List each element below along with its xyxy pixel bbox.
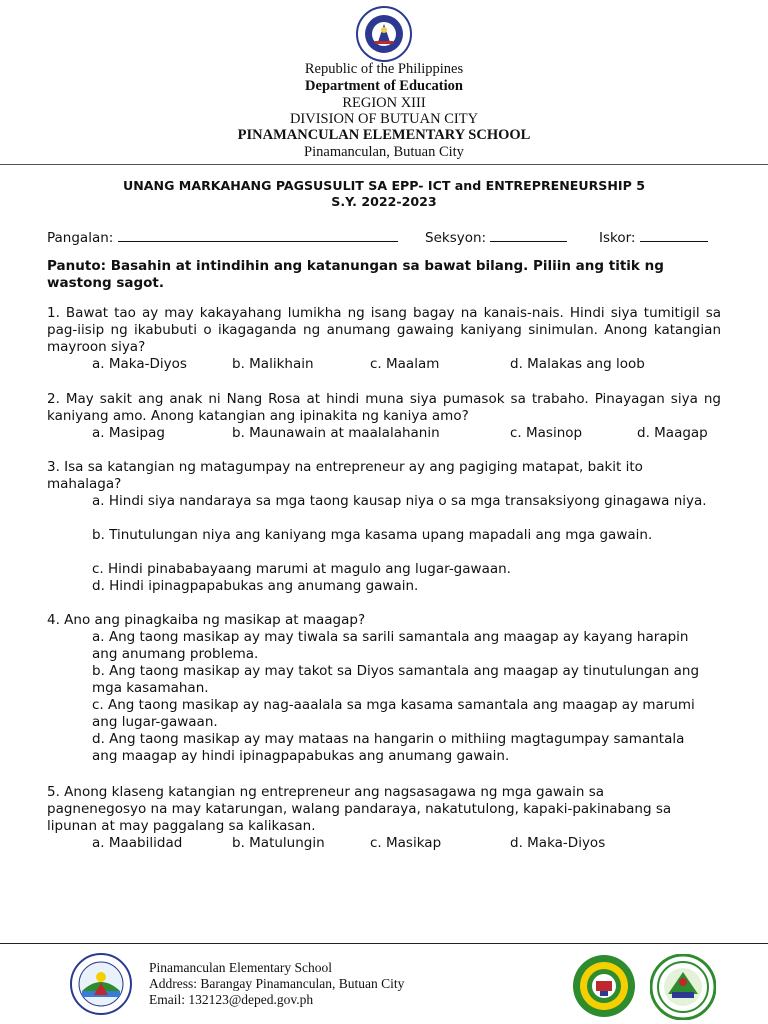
header-division: DIVISION OF BUTUAN CITY — [289, 111, 479, 127]
option-2d[interactable]: d. Maagap — [637, 425, 708, 441]
footer-email[interactable]: Email: 132123@deped.gov.ph — [149, 992, 314, 1007]
option-5c[interactable]: c. Masikap — [370, 835, 442, 851]
header-address: Pinamanculan, Butuan City — [304, 144, 464, 160]
option-2b[interactable]: b. Maunawain at maalalahanin — [232, 425, 440, 441]
question-3: 3. Isa sa katangian ng matagumpay na entrepreneur ay ang pagiging matapat, bakit ito mahalaga? — [47, 459, 643, 492]
question-2: 2. May sakit ang anak ni Nang Rosa at hindi muna siya pumasok sa trabaho. Pinayagan siya ng kaniyang amo. Anong katangian ang ipinakita ng kaniya amo? — [47, 391, 721, 424]
option-4a[interactable]: a. Ang taong masikap ay may tiwala sa sarili samantala ang maagap ay kayang harapin ang anumang problema. — [92, 629, 689, 662]
option-1d[interactable]: d. Malakas ang loob — [510, 356, 645, 372]
name-field[interactable] — [47, 229, 398, 246]
exam-title: UNANG MARKAHANG PAGSUSULIT SA EPP- ICT and ENTREPRENEURSHIP 5 — [123, 178, 645, 193]
option-5d[interactable]: d. Maka-Diyos — [510, 835, 606, 851]
school-year: S.Y. 2022-2023 — [331, 194, 437, 209]
instructions: Panuto: Basahin at intindihin ang katanungan sa bawat bilang. Piliin ang titik ng wastong sagot. — [47, 258, 664, 291]
question-5: 5. Anong klaseng katangian ng entrepreneur ang nagsasagawa ng mga gawain sa pagnenegosyo na may katarungan, walang pandaraya, nakatutulong, kapaki-pakinabang sa lipunan at may paggalang sa kalikasan. — [47, 784, 672, 834]
option-3a[interactable]: a. Hindi siya nandaraya sa mga taong kausap niya o sa mga transaksiyong ginagawa niya. — [92, 493, 707, 509]
option-2a[interactable]: a. Masipag — [92, 425, 165, 441]
footer-divider — [0, 943, 768, 944]
header-school: PINAMANCULAN ELEMENTARY SCHOOL — [237, 127, 531, 143]
score-blank[interactable] — [640, 229, 708, 242]
division-logo — [70, 953, 132, 1015]
header-divider — [0, 164, 768, 165]
deped-seal-logo — [348, 6, 420, 62]
question-4: 4. Ano ang pinagkaiba ng masikap at maagap? — [47, 612, 366, 628]
section-field[interactable] — [425, 229, 567, 246]
option-4c[interactable]: c. Ang taong masikap ay nag-aaalala sa mga kasama samantala ang maagap ay marumi ang lugar-gawaan. — [92, 697, 695, 730]
header-region: REGION XIII — [342, 95, 426, 111]
option-1b[interactable]: b. Malikhain — [232, 356, 314, 372]
option-3b[interactable]: b. Tinutulungan niya ang kaniyang mga kasama upang mapadali ang mga gawain. — [92, 527, 653, 543]
option-3c[interactable]: c. Hindi pinababayaang marumi at magulo ang lugar-gawaan. — [92, 561, 511, 577]
footer-school: Pinamanculan Elementary School — [149, 960, 332, 975]
footer-address: Address: Barangay Pinamanculan, Butuan City — [149, 976, 405, 991]
name-label: Pangalan: — [47, 230, 114, 246]
score-field[interactable] — [599, 229, 708, 246]
option-4d[interactable]: d. Ang taong masikap ay may mataas na hangarin o mithiing magtagumpay samantala ang maagap ay hindi ipinagpapabukas ang anumang gawain. — [92, 731, 685, 764]
section-blank[interactable] — [490, 229, 567, 242]
option-2c[interactable]: c. Masinop — [510, 425, 583, 441]
option-3d[interactable]: d. Hindi ipinagpapabukas ang anumang gawain. — [92, 578, 419, 594]
school-logo — [650, 954, 716, 1020]
name-blank[interactable] — [118, 229, 398, 242]
header-department: Department of Education — [305, 78, 463, 94]
school-seal-logo — [572, 954, 636, 1018]
option-1a[interactable]: a. Maka-Diyos — [92, 356, 187, 372]
section-label: Seksyon: — [425, 230, 487, 246]
option-5a[interactable]: a. Maabilidad — [92, 835, 183, 851]
question-1: 1. Bawat tao ay may kakayahang lumikha ng isang bagay na kanais-nais. Hindi siya tumitigil sa pag-iisip ng ikabubuti o ikagaganda ng anumang gawaing kaniyang sinimulan. Anong katangian mayroon siya? — [47, 305, 721, 355]
option-1c[interactable]: c. Maalam — [370, 356, 440, 372]
option-4b[interactable]: b. Ang taong masikap ay may takot sa Diyos samantala ang maagap ay tinutulungan ang mga kasamahan. — [92, 663, 700, 696]
header-republic: Republic of the Philippines — [304, 61, 464, 77]
score-label: Iskor: — [599, 230, 636, 246]
option-5b[interactable]: b. Matulungin — [232, 835, 325, 851]
